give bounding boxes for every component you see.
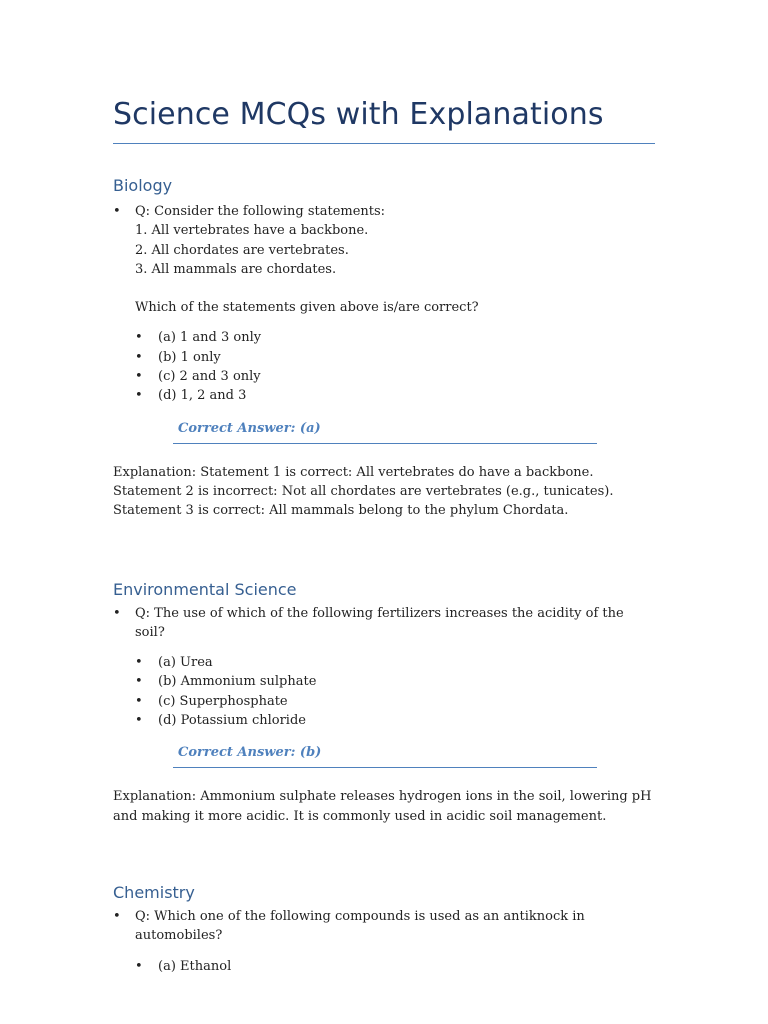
answer-box	[173, 743, 597, 768]
option-a	[135, 957, 655, 976]
option-d	[135, 386, 655, 405]
explanation-text: Explanation: Ammonium sulphate releases hydrogen ions in the soil, lowering pH and making it more acidic. It is commonly used in acidic soil management.	[113, 789, 652, 824]
options-list	[135, 653, 655, 730]
correct-answer: Correct Answer: (b)	[178, 745, 322, 761]
section-environmental-science	[113, 579, 655, 826]
option-b	[135, 348, 655, 367]
option-text: (a) 1 and 3 only	[158, 330, 262, 346]
correct-answer: Correct Answer: (a)	[178, 420, 321, 436]
section-title: Environmental Science	[113, 579, 297, 599]
bullet-icon: •	[135, 693, 143, 709]
bullet-icon: •	[135, 674, 143, 690]
question-text: Q: Which one of the following compounds is used as an antiknock in automobiles?	[135, 908, 585, 944]
bullet-icon: •	[135, 369, 143, 385]
section-title: Chemistry	[113, 882, 195, 902]
option-text: (b) Ammonium sulphate	[158, 674, 317, 690]
option-d	[135, 711, 655, 730]
option-text: (a) Urea	[158, 655, 213, 671]
bullet-icon: •	[135, 330, 143, 346]
option-text: (c) 2 and 3 only	[158, 369, 261, 385]
option-a	[135, 653, 655, 672]
option-text: (c) Superphosphate	[158, 693, 288, 709]
options-list	[135, 957, 655, 976]
options-list	[135, 328, 655, 405]
option-a	[135, 328, 655, 347]
option-text: (b) 1 only	[158, 349, 221, 365]
section-chemistry	[113, 882, 655, 976]
option-c	[135, 692, 655, 711]
option-text: (d) 1, 2 and 3	[158, 388, 247, 404]
question-text: Q: Consider the following statements: 1. All vertebrates have a backbone. 2. All chordates are vertebrates. 3. All mammals are chordates.	[135, 204, 386, 277]
answer-box	[173, 419, 597, 444]
bullet-icon: •	[113, 204, 121, 219]
question-item	[113, 907, 655, 976]
question-item	[113, 202, 655, 406]
option-text: (a) Ethanol	[158, 958, 232, 974]
bullet-icon: •	[135, 349, 143, 365]
option-text: (d) Potassium chloride	[158, 713, 306, 729]
bullet-icon: •	[135, 713, 143, 729]
option-b	[135, 672, 655, 691]
section-title: Biology	[113, 176, 173, 195]
question-text: Q: The use of which of the following fertilizers increases the acidity of the soil?	[135, 605, 624, 640]
question-item	[113, 604, 655, 731]
section-biology	[113, 175, 655, 521]
bullet-icon: •	[113, 908, 121, 924]
bullet-icon: •	[135, 655, 143, 671]
explanation-text: Explanation: Statement 1 is correct: All vertebrates do have a backbone. Statement 2 is incorrect: Not all chordates are vertebrates (e.g., tunicates). Statement 3 is correct: All mammals belong to the phylum Chordata.	[113, 464, 614, 519]
bullet-icon: •	[135, 958, 143, 974]
bullet-icon: •	[135, 388, 143, 404]
question-prompt: Which of the statements given above is/are correct?	[135, 300, 479, 316]
document-title: Science MCQs with Explanations	[113, 0, 655, 144]
bullet-icon: •	[113, 605, 121, 621]
option-c	[135, 367, 655, 386]
